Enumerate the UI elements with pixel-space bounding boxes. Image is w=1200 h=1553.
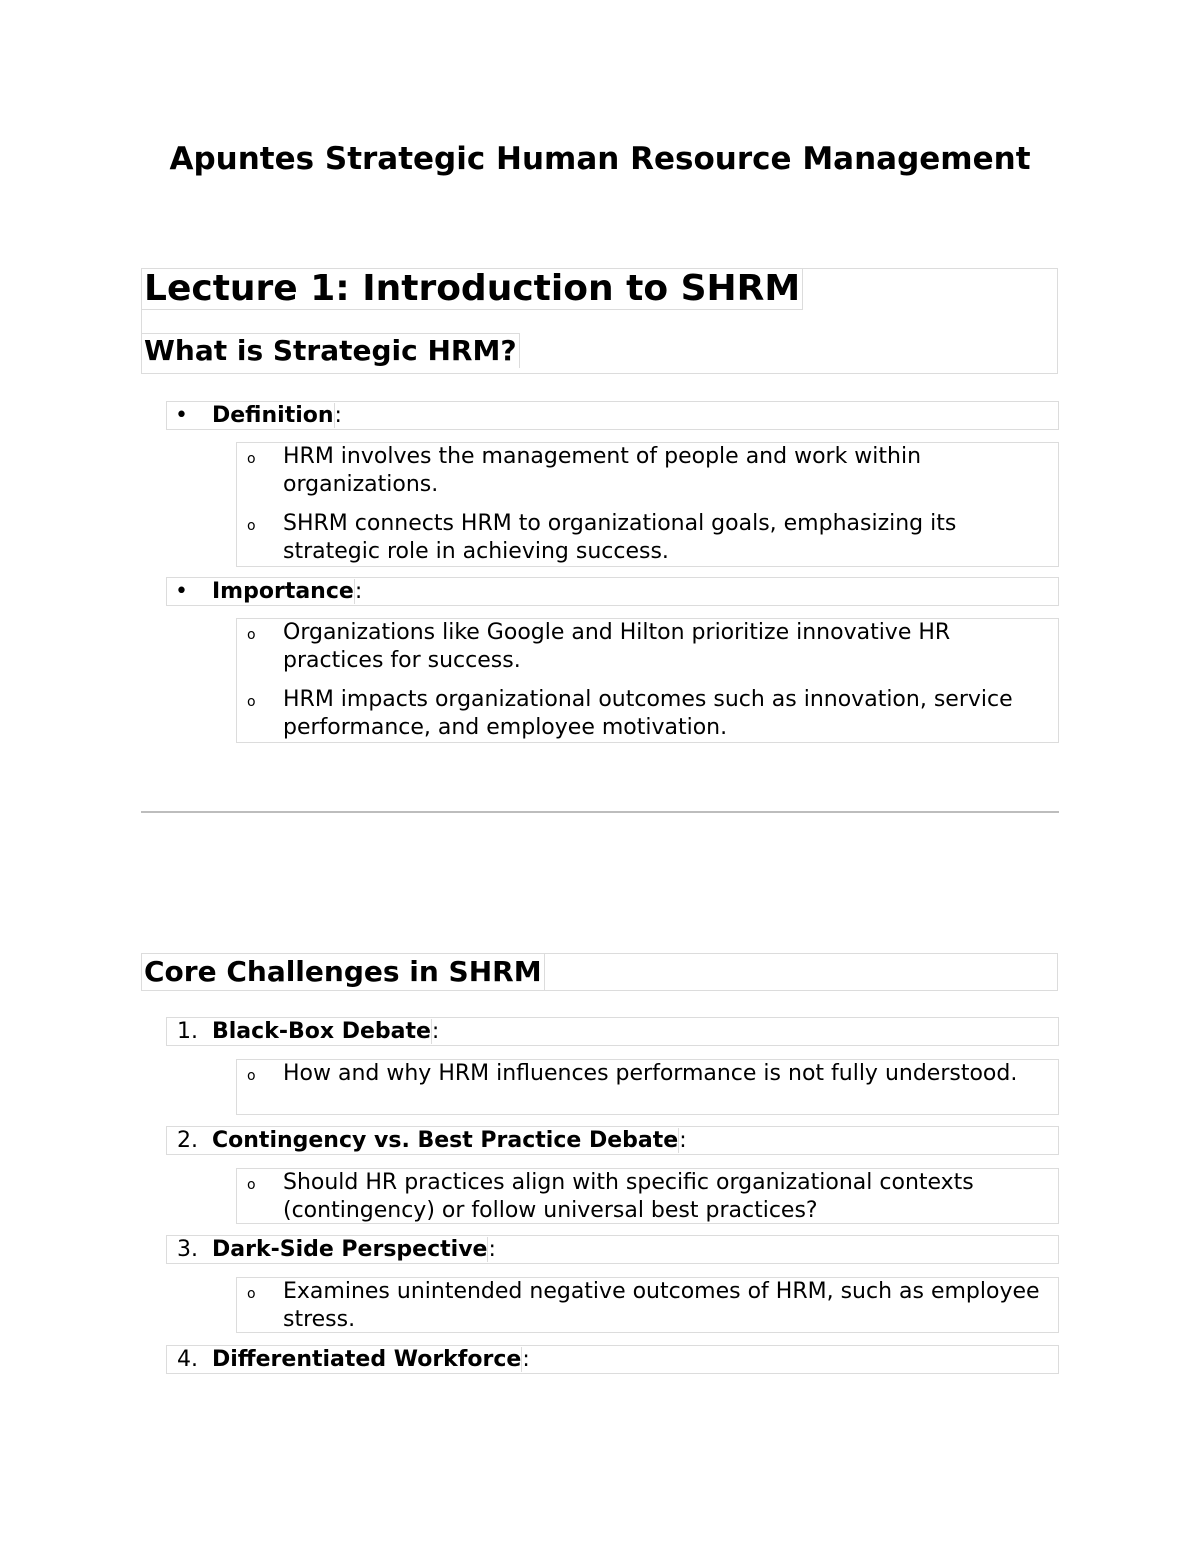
bullet-importance (166, 577, 1059, 606)
list-item-text: Should HR practices align with specific organizational contexts (contingency) or follow universal best practices? (283, 1170, 974, 1223)
list-item (237, 1060, 1058, 1088)
number-marker: 2. (177, 1128, 198, 1153)
contingency-subitems (236, 1168, 1059, 1224)
list-item (237, 510, 1058, 566)
sub-bullet-marker: o (247, 451, 256, 467)
challenges-heading: Core Challenges in SHRM (142, 954, 545, 990)
sub-bullet-marker: o (247, 1177, 256, 1193)
list-item (237, 686, 1058, 742)
list-item-text: Organizations like Google and Hilton prioritize innovative HR practices for success. (283, 620, 951, 673)
numbered-item-contingency (166, 1126, 1059, 1155)
lecture-heading: Lecture 1: Introduction to SHRM (142, 269, 803, 310)
definition-subitems (236, 442, 1059, 567)
document-title: Apuntes Strategic Human Resource Management (169, 141, 1031, 177)
list-item-text: HRM involves the management of people and work within organizations. (283, 444, 922, 497)
sub-bullet-marker: o (247, 1068, 256, 1084)
sub-bullet-marker: o (247, 1286, 256, 1302)
challenges-heading-block (141, 953, 1058, 991)
numbered-item-dark-side (166, 1235, 1059, 1264)
list-item-text: Examines unintended negative outcomes of HRM, such as employee stress. (283, 1279, 1040, 1332)
bullet-marker: • (175, 403, 188, 428)
list-item (237, 619, 1058, 675)
lecture-heading-block (141, 268, 1058, 374)
list-item (237, 1169, 1058, 1225)
numbered-item-differentiated-workforce (166, 1345, 1059, 1374)
bullet-label-importance: Importance: (212, 579, 363, 604)
bullet-marker: • (175, 579, 188, 604)
numbered-item-label: Differentiated Workforce: (212, 1347, 530, 1372)
numbered-item-black-box (166, 1017, 1059, 1046)
list-item-text: SHRM connects HRM to organizational goals, emphasizing its strategic role in achieving success. (283, 511, 957, 564)
list-item-text: How and why HRM influences performance is not fully understood. (283, 1061, 1018, 1086)
number-marker: 1. (177, 1019, 198, 1044)
list-item-text: HRM impacts organizational outcomes such as innovation, service performance, and employee motivation. (283, 687, 1013, 740)
bullet-definition (166, 401, 1059, 430)
number-marker: 4. (177, 1347, 198, 1372)
black-box-subitems (236, 1059, 1059, 1115)
numbered-item-label: Contingency vs. Best Practice Debate: (212, 1128, 687, 1153)
dark-side-subitems (236, 1277, 1059, 1333)
list-item (237, 1278, 1058, 1334)
sub-bullet-marker: o (247, 627, 256, 643)
list-item (237, 443, 1058, 499)
section-subheading: What is Strategic HRM? (142, 333, 520, 368)
horizontal-divider (141, 811, 1059, 813)
sub-bullet-marker: o (247, 518, 256, 534)
bullet-label-definition: Definition: (212, 403, 342, 428)
numbered-item-label: Dark-Side Perspective: (212, 1237, 496, 1262)
importance-subitems (236, 618, 1059, 743)
numbered-item-label: Black-Box Debate: (212, 1019, 440, 1044)
sub-bullet-marker: o (247, 694, 256, 710)
number-marker: 3. (177, 1237, 198, 1262)
